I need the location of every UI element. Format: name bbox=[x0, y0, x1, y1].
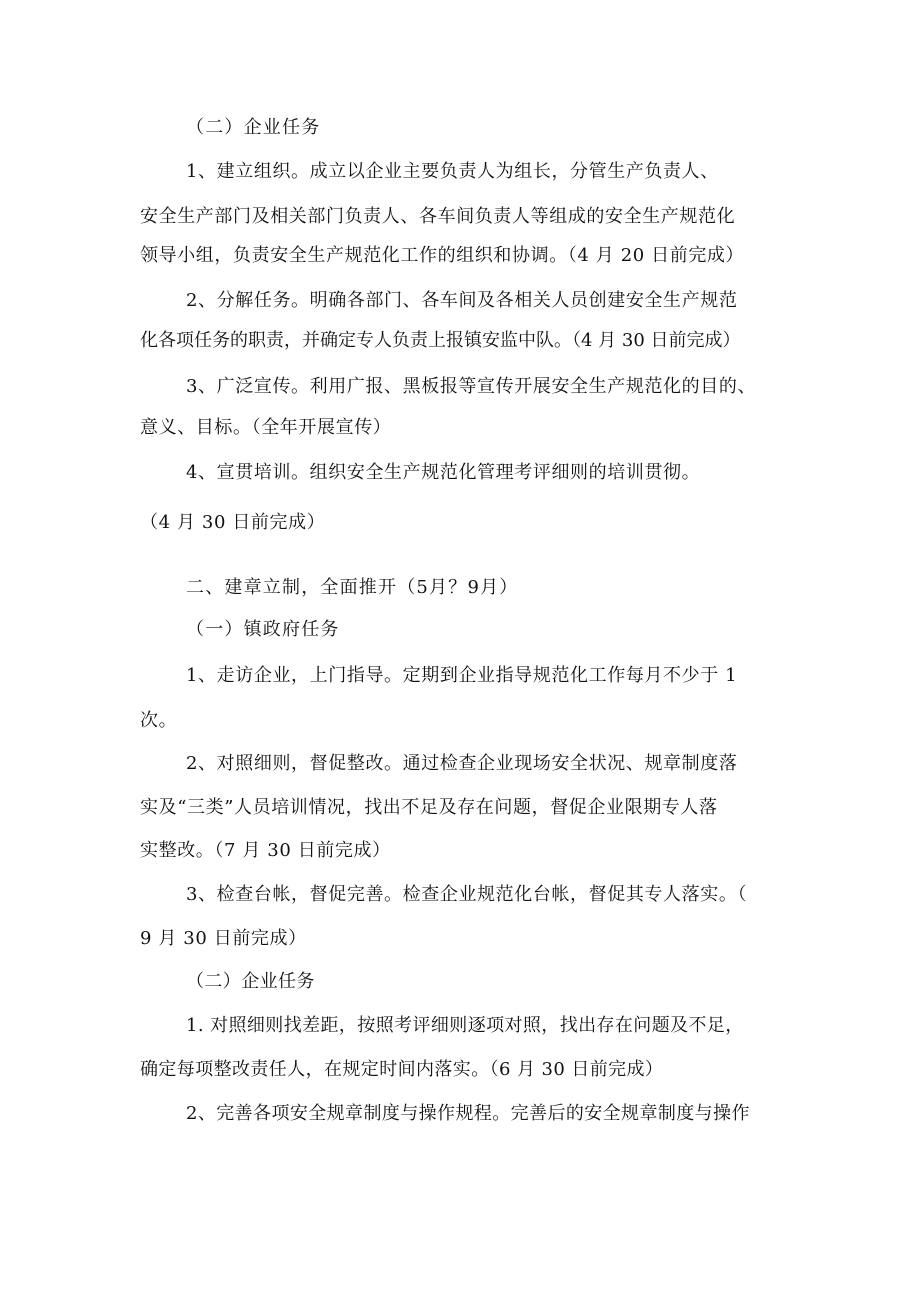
paragraph-line: 意义、目标。（全年开展宣传） bbox=[140, 417, 392, 438]
section-heading-regulations: 二、建章立制，全面推开（5月？9月） bbox=[186, 577, 519, 598]
section-heading-enterprise-tasks: （二）企业任务 bbox=[186, 117, 321, 138]
section-heading-town-government-tasks: （一）镇政府任务 bbox=[186, 619, 340, 640]
paragraph-line: 2、完善各项安全规章制度与操作规程。完善后的安全规章制度与操作 bbox=[186, 1103, 750, 1124]
paragraph-line: 实及“三类”人员培训情况，找出不足及存在问题，督促企业限期专人落 bbox=[140, 797, 718, 818]
paragraph-line: 9 月 30 日前完成） bbox=[140, 928, 307, 949]
paragraph-line: 领导小组，负责安全生产规范化工作的组织和协调。（4 月 20 日前完成） bbox=[140, 245, 745, 266]
paragraph-line: 4、宣贯培训。组织安全生产规范化管理考评细则的培训贯彻。 bbox=[186, 462, 701, 483]
paragraph-line: 安全生产部门及相关部门负责人、各车间负责人等组成的安全生产规范化 bbox=[140, 206, 736, 227]
section-heading-enterprise-tasks: （二）企业任务 bbox=[186, 971, 315, 992]
paragraph-line: 3、广泛宣传。利用广报、黑板报等宣传开展安全生产规范化的目的、 bbox=[186, 376, 757, 397]
paragraph-line: 1、走访企业，上门指导。定期到企业指导规范化工作每月不少于 1 bbox=[186, 665, 738, 686]
paragraph-line: 2、分解任务。明确各部门、各车间及各相关人员创建安全生产规范 bbox=[186, 290, 738, 311]
paragraph-line: 次。 bbox=[140, 710, 178, 731]
paragraph-line: 实整改。（7 月 30 日前完成） bbox=[140, 840, 391, 861]
paragraph-line: （4 月 30 日前完成） bbox=[140, 512, 326, 533]
paragraph-line: 确定每项整改责任人，在规定时间内落实。（6 月 30 日前完成） bbox=[140, 1059, 664, 1080]
paragraph-line: 化各项任务的职责，并确定专人负责上报镇安监中队。（4 月 30 日前完成） bbox=[140, 330, 741, 351]
paragraph-line: 1. 对照细则找差距，按照考评细则逐项对照，找出存在问题及不足， bbox=[186, 1015, 744, 1036]
paragraph-line: 2、对照细则，督促整改。通过检查企业现场安全状况、规章制度落 bbox=[186, 753, 738, 774]
paragraph-line: 3、检查台帐，督促完善。检查企业规范化台帐，督促其专人落实。（ bbox=[186, 884, 748, 905]
paragraph-line: 1、建立组织。成立以企业主要负责人为组长，分管生产负责人、 bbox=[186, 161, 719, 182]
